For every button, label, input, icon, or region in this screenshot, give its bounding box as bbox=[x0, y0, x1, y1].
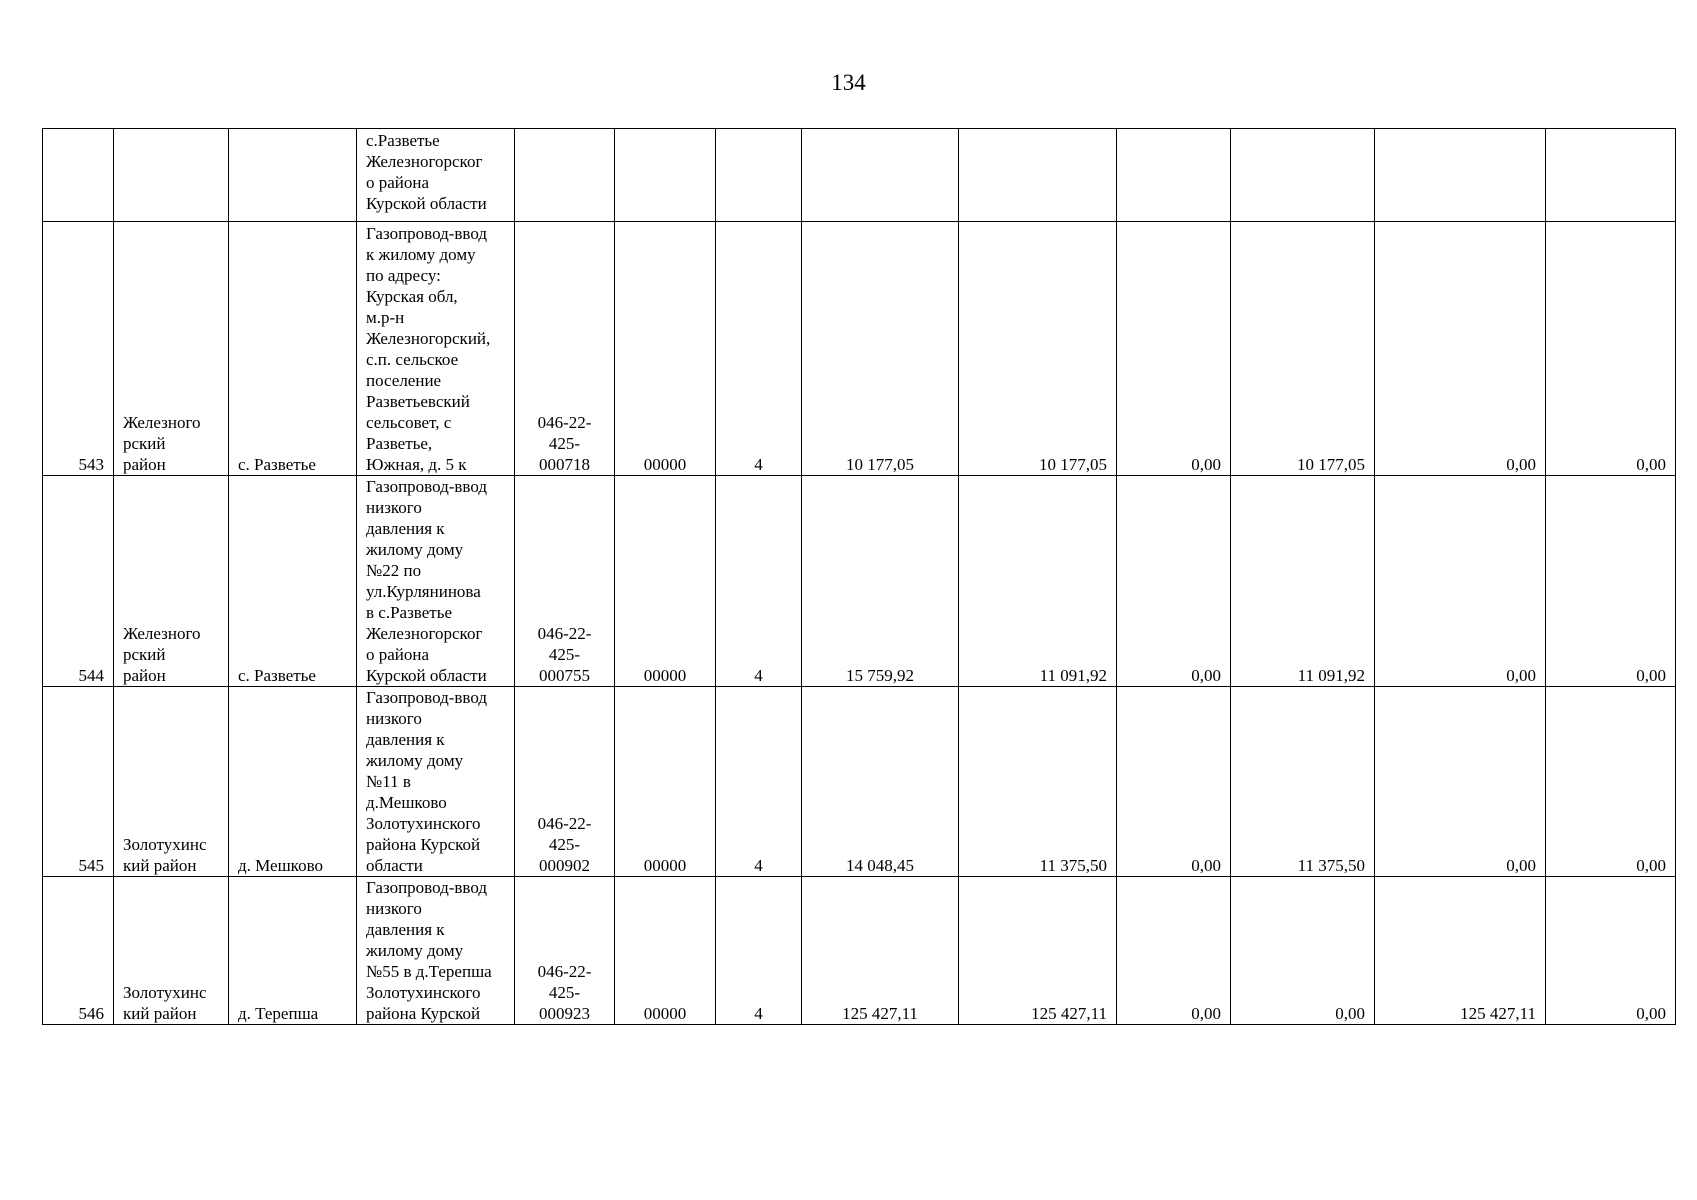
cell-value-5 bbox=[1375, 129, 1546, 222]
cell-value-4 bbox=[1231, 129, 1375, 222]
cell-group: 4 bbox=[716, 222, 802, 476]
cell-value-6 bbox=[1546, 129, 1676, 222]
cell-value-3: 0,00 bbox=[1117, 877, 1231, 1025]
cell-code: 00000 bbox=[615, 687, 716, 877]
cell-code: 00000 bbox=[615, 877, 716, 1025]
cell-value-1: 14 048,45 bbox=[802, 687, 959, 877]
cell-district: Золотухинс кий район bbox=[114, 687, 229, 877]
cell-num: 546 bbox=[43, 877, 114, 1025]
cell-value-1: 10 177,05 bbox=[802, 222, 959, 476]
register-table bbox=[42, 128, 1676, 1025]
page-number: 134 bbox=[831, 70, 866, 95]
cell-object: с.Разветье Железногорског о района Курской области bbox=[357, 129, 515, 222]
cell-settlement: с. Разветье bbox=[229, 222, 357, 476]
cell-object: Газопровод-ввод к жилому дому по адресу: Курская обл, м.р-н Железногорский, с.п. сельское поселение Разветьевский сельсовет, с Разветье, Южная, д. 5 к bbox=[357, 222, 515, 476]
cell-value-5: 125 427,11 bbox=[1375, 877, 1546, 1025]
cell-value-3: 0,00 bbox=[1117, 222, 1231, 476]
cell-settlement: д. Мешково bbox=[229, 687, 357, 877]
cell-settlement bbox=[229, 129, 357, 222]
cell-value-2: 125 427,11 bbox=[959, 877, 1117, 1025]
cell-object: Газопровод-ввод низкого давления к жилому дому №11 в д.Мешково Золотухинского района Курской области bbox=[357, 687, 515, 877]
cell-group: 4 bbox=[716, 476, 802, 687]
cell-district: Железного рский район bbox=[114, 222, 229, 476]
cell-group: 4 bbox=[716, 687, 802, 877]
cell-inv-number: 046-22- 425- 000718 bbox=[515, 222, 615, 476]
cell-value-5: 0,00 bbox=[1375, 476, 1546, 687]
cell-code: 00000 bbox=[615, 476, 716, 687]
table-row bbox=[43, 222, 1676, 476]
cell-inv-number: 046-22- 425- 000755 bbox=[515, 476, 615, 687]
cell-value-6: 0,00 bbox=[1546, 687, 1676, 877]
table-row-continuation bbox=[43, 129, 1676, 222]
table-row bbox=[43, 877, 1676, 1025]
cell-value-4: 11 091,92 bbox=[1231, 476, 1375, 687]
table-row bbox=[43, 687, 1676, 877]
cell-value-2: 11 091,92 bbox=[959, 476, 1117, 687]
cell-num: 543 bbox=[43, 222, 114, 476]
cell-settlement: с. Разветье bbox=[229, 476, 357, 687]
cell-value-3 bbox=[1117, 129, 1231, 222]
cell-inv-number: 046-22- 425- 000923 bbox=[515, 877, 615, 1025]
cell-value-4: 11 375,50 bbox=[1231, 687, 1375, 877]
cell-inv-number: 046-22- 425- 000902 bbox=[515, 687, 615, 877]
cell-value-2: 10 177,05 bbox=[959, 222, 1117, 476]
cell-object: Газопровод-ввод низкого давления к жилому дому №55 в д.Терепша Золотухинского района Курской bbox=[357, 877, 515, 1025]
cell-code: 00000 bbox=[615, 222, 716, 476]
table-row bbox=[43, 476, 1676, 687]
cell-inv-number bbox=[515, 129, 615, 222]
cell-value-1: 125 427,11 bbox=[802, 877, 959, 1025]
cell-value-4: 0,00 bbox=[1231, 877, 1375, 1025]
cell-object: Газопровод-ввод низкого давления к жилому дому №22 по ул.Курлянинова в с.Разветье Железногорског о района Курской области bbox=[357, 476, 515, 687]
cell-value-5: 0,00 bbox=[1375, 687, 1546, 877]
cell-value-6: 0,00 bbox=[1546, 877, 1676, 1025]
cell-settlement: д. Терепша bbox=[229, 877, 357, 1025]
cell-value-3: 0,00 bbox=[1117, 476, 1231, 687]
cell-value-4: 10 177,05 bbox=[1231, 222, 1375, 476]
cell-num: 545 bbox=[43, 687, 114, 877]
cell-district: Железного рский район bbox=[114, 476, 229, 687]
cell-district: Золотухинс кий район bbox=[114, 877, 229, 1025]
cell-value-2: 11 375,50 bbox=[959, 687, 1117, 877]
cell-value-2 bbox=[959, 129, 1117, 222]
cell-value-6: 0,00 bbox=[1546, 222, 1676, 476]
cell-num: 544 bbox=[43, 476, 114, 687]
cell-value-5: 0,00 bbox=[1375, 222, 1546, 476]
cell-num bbox=[43, 129, 114, 222]
cell-district bbox=[114, 129, 229, 222]
cell-code bbox=[615, 129, 716, 222]
cell-value-1 bbox=[802, 129, 959, 222]
cell-value-3: 0,00 bbox=[1117, 687, 1231, 877]
cell-value-1: 15 759,92 bbox=[802, 476, 959, 687]
cell-value-6: 0,00 bbox=[1546, 476, 1676, 687]
cell-group bbox=[716, 129, 802, 222]
cell-group: 4 bbox=[716, 877, 802, 1025]
